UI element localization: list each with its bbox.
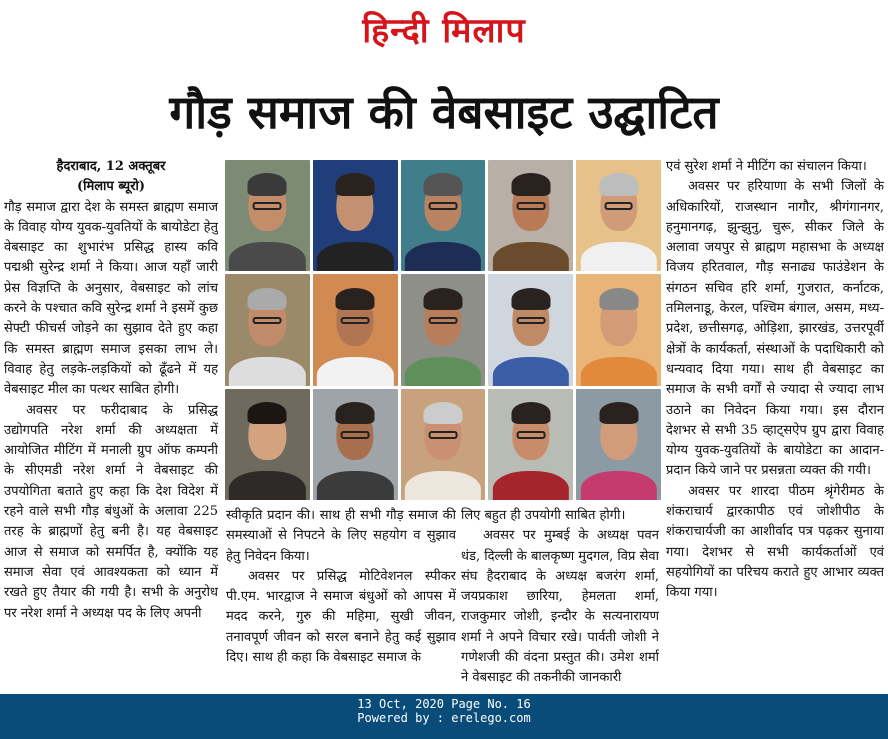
participant-photo	[488, 160, 573, 271]
footer-powered-by: Powered by : erelego.com	[357, 711, 531, 725]
video-meeting-photo	[225, 160, 661, 500]
paragraph: गौड़ समाज द्वारा देश के समस्त ब्राह्मण समाज के विवाह योग्य युवक-युवतियों के बायोडेटा हेतु वेबसाइट का शुभारंभ प्रसिद्ध हास्य कवि पद्मश्री सुरेन्द्र शर्मा ने किया। आज यहाँ जारी प्रेस विज्ञप्ति के अनुसार, वेबसाइट को लांच करने के पश्चात कवि सुरेन्द्र शर्मा ने इसमें कुछ सेफ्टी फीचर्स जोड़ने का सुझाव देते हुए कहा कि समस्त ब्राह्मण समाज इसका लाभ ले। विवाह हेतु लड़के-लड़कियों को ढूँढने में यह वेबसाइट मील का पत्थर साबित होगी।	[4, 199, 218, 398]
participant-photo	[488, 389, 573, 500]
participant-photo	[401, 389, 486, 500]
participant-photo	[313, 389, 398, 500]
participant-photo	[576, 274, 661, 385]
paragraph: एवं सुरेश शर्मा ने मीटिंग का संचालन किया।	[666, 159, 867, 174]
participant-photo	[576, 389, 661, 500]
footer-date-page: 13 Oct, 2020 Page No. 16	[357, 697, 531, 711]
participant-photo	[488, 274, 573, 385]
participant-photo	[313, 274, 398, 385]
paragraph: अवसर पर फरीदाबाद के प्रसिद्ध उद्योगपति नरेश शर्मा की अध्यक्षता में आयोजित मीटिंग में मनाली ग्रुप ऑफ कम्पनी के सीएमडी नरेश शर्मा ने वेबसाइट की उपयोगिता बताते हुए कहा कि देश विदेश में रहने वाले सभी गौड़ बंधुओं के अलावा 225 तरह के ब्राह्मणों हेतु बनी है। यह वेबसाइट आज से समाज को समर्पित है, क्योंकि यह समाज सेवा एवं आवश्यकता को ध्यान में रखते हुए तैयार की गयी है। सभी के अनुरोध पर नरेश शर्मा ने अध्यक्ष पद के लिए अपनी	[4, 402, 218, 621]
article-column-3	[461, 506, 659, 690]
paragraph: अवसर पर मुम्बई के अध्यक्ष पवन धंड, दिल्ली के बालकृष्ण मुदगल, विप्र सेवा संघ हैदराबाद के अध्यक्ष बजरंग शर्मा, जयप्रकाश छारिया, हेमलता शर्मा, राजकुमार जोशी, इन्दौर के सत्यनारायण शर्मा ने अपने विचार रखे। पार्वती जोशी ने गणेशजी की वंदना प्रस्तुत की। उमेश शर्मा ने वेबसाइट की तकनीकी जानकारी	[461, 528, 659, 686]
paragraph: अवसर पर प्रसिद्ध मोटिवेशनल स्पीकर पी.एम. भारद्वाज ने समाज बंधुओं को आपस में मदद करने, गुरु की महिमा, सुखी जीवन, तनावपूर्ण जीवन को सरल बनाने हेतु कई सुझाव दिए। साथ ही कहा कि वेबसाइट समाज के	[226, 568, 456, 666]
participant-photo	[576, 160, 661, 271]
article-column-2	[226, 506, 456, 690]
article-column-1	[4, 157, 218, 689]
participant-photo	[225, 274, 310, 385]
masthead-logo: हिन्दी मिलाप	[362, 11, 526, 51]
participant-photo	[401, 274, 486, 385]
paragraph: अवसर पर शारदा पीठम श्रृंगेरीमठ के शंकराचार्य द्वारकापीठ एवं जोशीपीठ के शंकराचार्यजी का आशीर्वाद पत्र पढ़कर सुनाया गया। देशभर से सभी कार्यकर्ताओं एवं सहयोगियों का परिचय कराते हुए आभार व्यक्त किया गया।	[666, 483, 884, 601]
paragraph: स्वीकृति प्रदान की। साथ ही सभी गौड़ समाज की समस्याओं से निपटने के लिए सहयोग व सुझाव हेतु निवेदन किया।	[226, 508, 456, 564]
participant-photo	[401, 160, 486, 271]
footer-bar	[0, 694, 888, 739]
article-column-4	[666, 157, 884, 689]
paragraph: अवसर पर हरियाणा के सभी जिलों के अधिकारियों, राजस्थान नागौर, श्रीगंगानगर, हनुमानगढ़, झुन्झुनु, चुरू, सीकर जिले के अलावा जयपुर से ब्राह्मण महासभा के अध्यक्ष विजय हरितवाल, गौड़ सनाढ्य फाउंडेशन के संगठन सचिव हरि शर्मा, गुजरात, कर्नाटक, तमिलनाडू, केरल, पश्चिम बंगाल, असम, मध्य-प्रदेश, छत्तीसगढ़, ओड़िशा, झारखंड, उत्तरपूर्वी क्षेत्रों के कार्यकर्ता, संस्थाओं के पदाधिकारी को धन्यवाद दिया गया। साथ ही वेबसाइट का समाज के सभी वर्गों से ज्यादा से ज्यादा लाभ उठाने का निवेदन किया गया। इस दौरान देशभर से सभी 35 व्हाट्सऐप ग्रुप द्वारा विवाह योग्य युवक-युवतियों के बायोडेटा का आदान-प्रदान किये जाने पर प्रसन्नता व्यक्त की गयी।	[666, 179, 884, 479]
participant-photo	[225, 160, 310, 271]
headline: गौड़ समाज की वेबसाइट उद्घाटित	[169, 85, 719, 139]
byline: (मिलाप ब्यूरो)	[76, 179, 146, 195]
paragraph: लिए बहुत ही उपयोगी साबित होगी।	[461, 508, 626, 523]
participant-photo	[225, 389, 310, 500]
participant-photo	[313, 160, 398, 271]
dateline: हैदराबाद, 12 अक्तूबर	[56, 159, 166, 174]
